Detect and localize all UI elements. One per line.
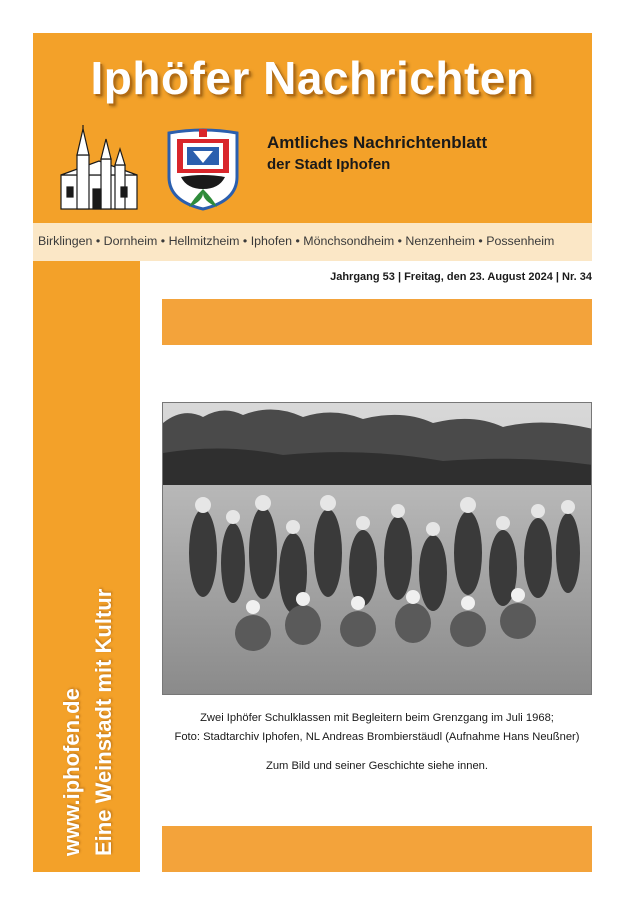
church-silhouette-icon bbox=[55, 125, 143, 213]
caption-line-3: Zum Bild und seiner Geschichte siehe innen. bbox=[265, 760, 488, 772]
group-photo-icon bbox=[163, 403, 592, 695]
town-crest-icon bbox=[163, 127, 243, 213]
masthead-subtitle: Amtliches Nachrichtenblatt bbox=[267, 133, 488, 152]
top-orange-bar bbox=[162, 299, 592, 345]
masthead-title: Iphöfer Nachrichten bbox=[90, 52, 535, 104]
caption-line-1: Zwei Iphöfer Schulklassen mit Begleitern beim Grenzgang im Juli 1968; bbox=[200, 712, 554, 724]
sidebar-slogan: Eine Weinstadt mit Kultur bbox=[91, 588, 116, 856]
caption-line-2: Foto: Stadtarchiv Iphofen, NL Andreas Brombierstäudl (Aufnahme Hans Neußner) bbox=[174, 731, 580, 743]
masthead-town: der Stadt Iphofen bbox=[267, 156, 391, 173]
bottom-orange-bar bbox=[162, 826, 592, 872]
issue-line: Jahrgang 53 | Freitag, den 23. August 2024 | Nr. 34 bbox=[330, 271, 592, 283]
sidebar-url: www.iphofen.de bbox=[59, 688, 84, 856]
masthead-header bbox=[33, 33, 592, 223]
villages-list: Birklingen • Dornheim • Hellmitzheim • Iphofen • Mönchsondheim • Nenzenheim • Possenheim bbox=[38, 234, 555, 248]
villages-band bbox=[33, 223, 592, 261]
group-photo bbox=[162, 402, 592, 695]
photo-caption bbox=[162, 709, 592, 776]
